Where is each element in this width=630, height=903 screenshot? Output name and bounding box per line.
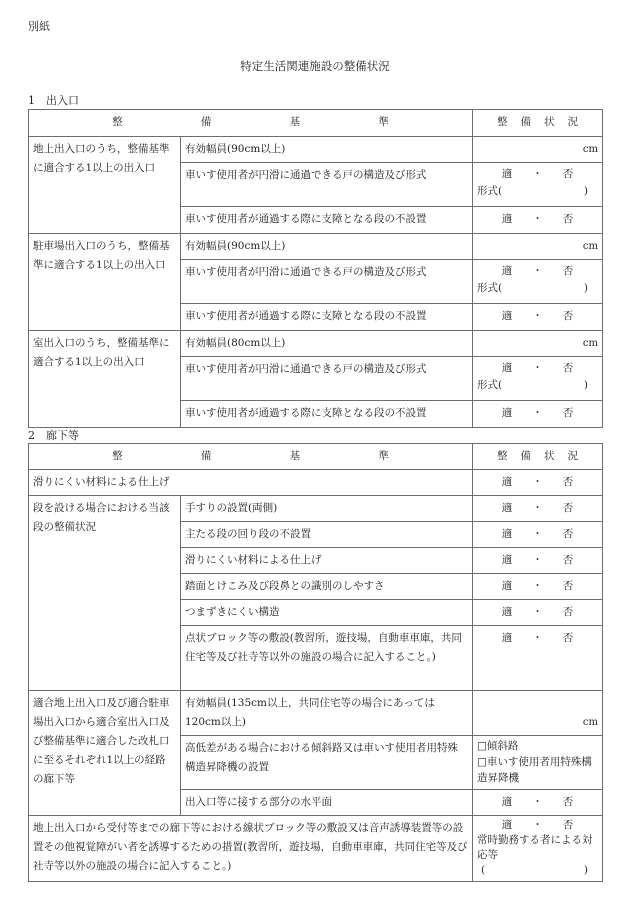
ok-mark[interactable]: 適 [501, 310, 513, 322]
header-criteria [29, 444, 473, 470]
group-label: 適合地上出入口及び適合駐車場出入口から適合室出入口及び整備基準に適合した改札口に至るそれぞれ1以上の経路の廊下等 [29, 691, 181, 816]
status-cell[interactable] [473, 163, 603, 207]
header-status [473, 444, 603, 470]
header-char: 備 [520, 116, 531, 128]
criteria-text: 主たる段の回り段の不設置 [181, 522, 473, 548]
ng-mark[interactable]: 否 [562, 265, 574, 277]
ok-mark[interactable]: 適 [501, 819, 513, 831]
header-char: 備 [520, 450, 531, 462]
dot-separator: ・ [532, 632, 543, 644]
ok-ng-choice[interactable] [502, 210, 574, 229]
ok-ng-choice[interactable] [502, 629, 574, 648]
ng-mark[interactable]: 否 [562, 168, 574, 180]
header-criteria [29, 110, 473, 137]
corridor-table [28, 443, 603, 882]
status-cell[interactable] [473, 600, 603, 626]
dot-separator: ・ [532, 265, 543, 277]
dot-separator: ・ [532, 407, 543, 419]
unit-cm: cm [582, 338, 598, 349]
dot-separator: ・ [532, 528, 543, 540]
status-cell[interactable] [473, 260, 603, 304]
checkbox-wheelchair-lift[interactable]: □車いす使用者用特殊構造昇降機 [477, 756, 592, 784]
ok-ng-choice[interactable] [502, 307, 574, 326]
ng-mark[interactable]: 否 [562, 407, 574, 419]
ok-ng-choice[interactable] [502, 473, 574, 492]
ok-mark[interactable]: 適 [501, 528, 513, 540]
table-row [29, 496, 603, 522]
ng-mark[interactable]: 否 [562, 632, 574, 644]
form-label: 形式( [477, 282, 503, 294]
header-char: 準 [378, 116, 389, 128]
form-label: 形式( [477, 379, 503, 391]
ng-mark[interactable]: 否 [562, 580, 574, 592]
status-cell[interactable] [473, 234, 603, 260]
dot-separator: ・ [532, 362, 543, 374]
unit-cm: cm [582, 717, 598, 728]
ng-mark[interactable]: 否 [562, 310, 574, 322]
status-cell[interactable] [473, 207, 603, 234]
ok-ng-choice[interactable] [502, 525, 574, 544]
status-cell[interactable] [473, 401, 603, 428]
header-char: 備 [200, 116, 212, 128]
table-row [29, 137, 603, 163]
status-cell[interactable] [473, 626, 603, 691]
ok-mark[interactable]: 適 [501, 580, 513, 592]
ng-mark[interactable]: 否 [562, 362, 574, 374]
header-char: 整 [112, 116, 123, 128]
criteria-text: 手すりの設置(両側) [181, 496, 473, 522]
criteria-text: 車いす使用者が通過する際に支障となる段の不設置 [181, 207, 473, 234]
table-header [29, 444, 603, 470]
table-row [29, 331, 603, 357]
header-char: 準 [378, 450, 389, 462]
header-char: 整 [497, 116, 508, 128]
header-char: 状 [544, 450, 555, 462]
alt-label: 常時勤務する者による対応等 [477, 834, 593, 861]
ok-ng-choice[interactable] [502, 404, 574, 423]
header-char: 基 [289, 450, 301, 462]
dot-separator: ・ [532, 580, 543, 592]
ok-mark[interactable]: 適 [501, 362, 513, 374]
status-cell[interactable] [473, 574, 603, 600]
criteria-text: 地上出入口から受付等までの廊下等における線状ブロック等の敷設又は音声誘導装置等の設置その他視覚障がい者を誘導するための措置(教習所，遊技場，自動車車庫，共同住宅等及び社寺等以外の施設の場合に記入すること。) [29, 816, 473, 882]
criteria-text: 有効幅員(80cm以上) [181, 331, 473, 357]
ok-ng-choice[interactable] [502, 551, 574, 570]
unit-cm: cm [582, 241, 598, 252]
ng-mark[interactable]: 否 [562, 796, 574, 808]
dot-separator: ・ [532, 819, 543, 831]
unit-cm: cm [582, 144, 598, 155]
group-label: 地上出入口のうち，整備基準に適合する1以上の出入口 [29, 137, 181, 234]
criteria-text: 車いす使用者が円滑に通過できる戸の構造及び形式 [181, 357, 473, 401]
ok-ng-choice[interactable] [502, 577, 574, 596]
table-header [29, 110, 603, 137]
ok-mark[interactable]: 適 [501, 168, 513, 180]
status-cell[interactable] [473, 331, 603, 357]
dot-separator: ・ [532, 554, 543, 566]
criteria-text: 有効幅員(90cm以上) [181, 234, 473, 260]
ok-mark[interactable]: 適 [501, 796, 513, 808]
form-close: ) [583, 379, 588, 391]
header-char: 況 [567, 450, 578, 462]
header-char: 況 [567, 116, 578, 128]
ok-mark[interactable]: 適 [501, 632, 513, 644]
ok-ng-choice[interactable] [502, 360, 574, 377]
entrance-table [28, 109, 603, 428]
criteria-text: 有効幅員(90cm以上) [181, 137, 473, 163]
header-char: 整 [112, 450, 123, 462]
ng-mark[interactable]: 否 [562, 819, 574, 831]
dot-separator: ・ [532, 502, 543, 514]
criteria-text: 高低差がある場合における傾斜路又は車いす使用者用特殊構造昇降機の設置 [181, 736, 473, 790]
ng-mark[interactable]: 否 [562, 606, 574, 618]
ok-ng-choice[interactable] [502, 818, 574, 833]
status-cell[interactable] [473, 548, 603, 574]
ok-mark[interactable]: 適 [501, 606, 513, 618]
paren-open: ( [481, 864, 486, 876]
ng-mark[interactable]: 否 [562, 213, 574, 225]
criteria-text: 車いす使用者が通過する際に支障となる段の不設置 [181, 304, 473, 331]
checkbox-ramp[interactable]: □傾斜路 [477, 740, 519, 752]
ok-ng-choice[interactable] [502, 603, 574, 622]
dot-separator: ・ [532, 476, 543, 488]
table-row [29, 234, 603, 260]
criteria-text: 出入口等に接する部分の水平面 [181, 790, 473, 816]
ok-mark[interactable]: 適 [501, 407, 513, 419]
dot-separator: ・ [532, 606, 543, 618]
form-label: 形式( [477, 185, 503, 197]
page-title: 特定生活関連施設の整備状況 [240, 59, 390, 73]
criteria-text: つまずきにくい構造 [181, 600, 473, 626]
group-label: 段を設ける場合における当該段の整備状況 [29, 496, 181, 691]
criteria-text: 滑りにくい材料による仕上げ [181, 548, 473, 574]
form-close: ) [583, 282, 588, 294]
dot-separator: ・ [532, 168, 543, 180]
ok-mark[interactable]: 適 [501, 213, 513, 225]
ok-ng-choice[interactable] [502, 793, 574, 812]
criteria-text: 踏面とけこみ及び段鼻との識別のしやすさ [181, 574, 473, 600]
ng-mark[interactable]: 否 [562, 554, 574, 566]
header-status [473, 110, 603, 137]
table-row [29, 470, 603, 496]
status-cell[interactable] [473, 357, 603, 401]
group-label: 室出入口のうち，整備基準に適合する1以上の出入口 [29, 331, 181, 428]
table-row [29, 691, 603, 736]
dot-separator: ・ [532, 796, 543, 808]
dot-separator: ・ [532, 310, 543, 322]
annex-label: 別紙 [28, 20, 50, 33]
section1-heading: 1 出入口 [28, 94, 79, 107]
status-cell[interactable] [473, 816, 603, 882]
paren-close: ) [583, 864, 588, 876]
header-char: 基 [289, 116, 301, 128]
ok-mark[interactable]: 適 [501, 554, 513, 566]
section2-heading: 2 廊下等 [28, 429, 79, 442]
ok-ng-choice[interactable] [502, 263, 574, 280]
ok-mark[interactable]: 適 [501, 476, 513, 488]
table-row [29, 816, 603, 882]
ng-mark[interactable]: 否 [562, 476, 574, 488]
dot-separator: ・ [532, 213, 543, 225]
header-char: 備 [200, 450, 212, 462]
criteria-text: 車いす使用者が円滑に通過できる戸の構造及び形式 [181, 163, 473, 207]
group-label: 駐車場出入口のうち，整備基準に適合する1以上の出入口 [29, 234, 181, 331]
criteria-text: 有効幅員(135cm以上，共同住宅等の場合にあっては120cm以上) [181, 691, 473, 736]
criteria-text: 車いす使用者が通過する際に支障となる段の不設置 [181, 401, 473, 428]
status-cell[interactable] [473, 790, 603, 816]
criteria-text: 車いす使用者が円滑に通過できる戸の構造及び形式 [181, 260, 473, 304]
form-close: ) [583, 185, 588, 197]
ok-ng-choice[interactable] [502, 499, 574, 518]
ok-mark[interactable]: 適 [501, 502, 513, 514]
status-cell[interactable] [473, 304, 603, 331]
status-cell[interactable] [473, 496, 603, 522]
header-char: 整 [497, 450, 508, 462]
ng-mark[interactable]: 否 [562, 502, 574, 514]
status-cell[interactable] [473, 522, 603, 548]
criteria-text: 点状ブロック等の敷設(教習所，遊技場，自動車車庫，共同住宅等及び社寺等以外の施設の場合に記入すること。) [181, 626, 473, 691]
ok-mark[interactable]: 適 [501, 265, 513, 277]
status-cell [473, 736, 603, 790]
header-char: 状 [544, 116, 555, 128]
ng-mark[interactable]: 否 [562, 528, 574, 540]
criteria-text: 滑りにくい材料による仕上げ [29, 470, 473, 496]
status-cell[interactable] [473, 691, 603, 736]
ok-ng-choice[interactable] [502, 166, 574, 183]
status-cell[interactable] [473, 137, 603, 163]
status-cell[interactable] [473, 470, 603, 496]
